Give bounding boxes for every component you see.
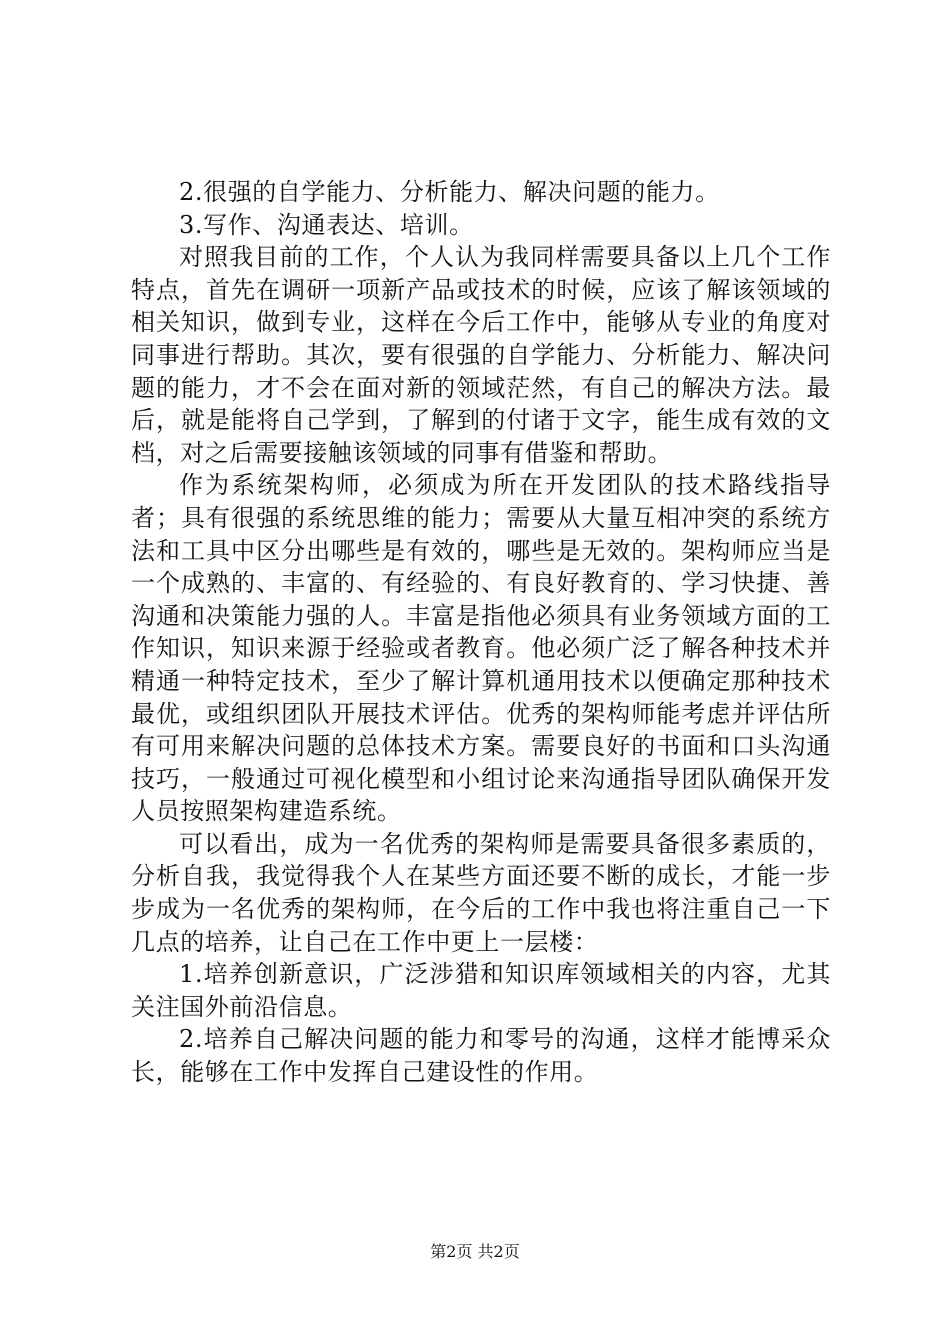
paragraph-plan-2: 2.培养自己解决问题的能力和零号的沟通，这样才能博采众长，能够在工作中发挥自己建设性的作用。 [131,1025,831,1087]
document-body [131,176,831,1089]
paragraph-plan-1: 1.培养创新意识，广泛涉猎和知识库领域相关的内容，尤其关注国外前沿信息。 [131,960,831,1021]
paragraph-skill-3: 3.写作、沟通表达、培训。 [179,210,474,239]
page-number-footer: 第2页 共2页 [430,1242,520,1261]
paragraph-skill-2: 2.很强的自学能力、分析能力、解决问题的能力。 [179,178,720,206]
paragraph-architect-role: 作为系统架构师，必须成为所在开发团队的技术路线指导者；具有很强的系统思维的能力；需要从大量互相冲突的系统方法和工具中区分出哪些是有效的，哪些是无效的。架构师应当是一个成熟的、丰富的、有经验的、有良好教育的、学习快捷、善沟通和决策能力强的人。丰富是指他必须具有业务领域方面的工作知识，知识来源于经验或者教育。他必须广泛了解各种技术并精通一种特定技术，至少了解计算机通用技术以便确定那种技术最优，或组织团队开展技术评估。优秀的架构师能考虑并评估所有可用来解决问题的总体技术方案。需要良好的书面和口头沟通技巧，一般通过可视化模型和小组讨论来沟通指导团队确保开发人员按照架构建造系统。 [131,471,831,826]
paragraph-self-comparison: 对照我目前的工作，个人认为我同样需要具备以上几个工作特点，首先在调研一项新产品或技术的时候，应该了解该领域的相关知识，做到专业，这样在今后工作中，能够从专业的角度对同事进行帮助。其次，要有很强的自学能力、分析能力、解决问题的能力，才不会在面对新的领域茫然，有自己的解决方法。最后，就是能将自己学到，了解到的付诸于文字，能生成有效的文档，对之后需要接触该领域的同事有借鉴和帮助。 [131,243,831,467]
paragraph-self-analysis: 可以看出，成为一名优秀的架构师是需要具备很多素质的，分析自我，我觉得我个人在某些方面还要不断的成长，才能一步步成为一名优秀的架构师，在今后的工作中我也将注重自己一下几点的培养，让自己在工作中更上一层楼： [131,829,831,956]
